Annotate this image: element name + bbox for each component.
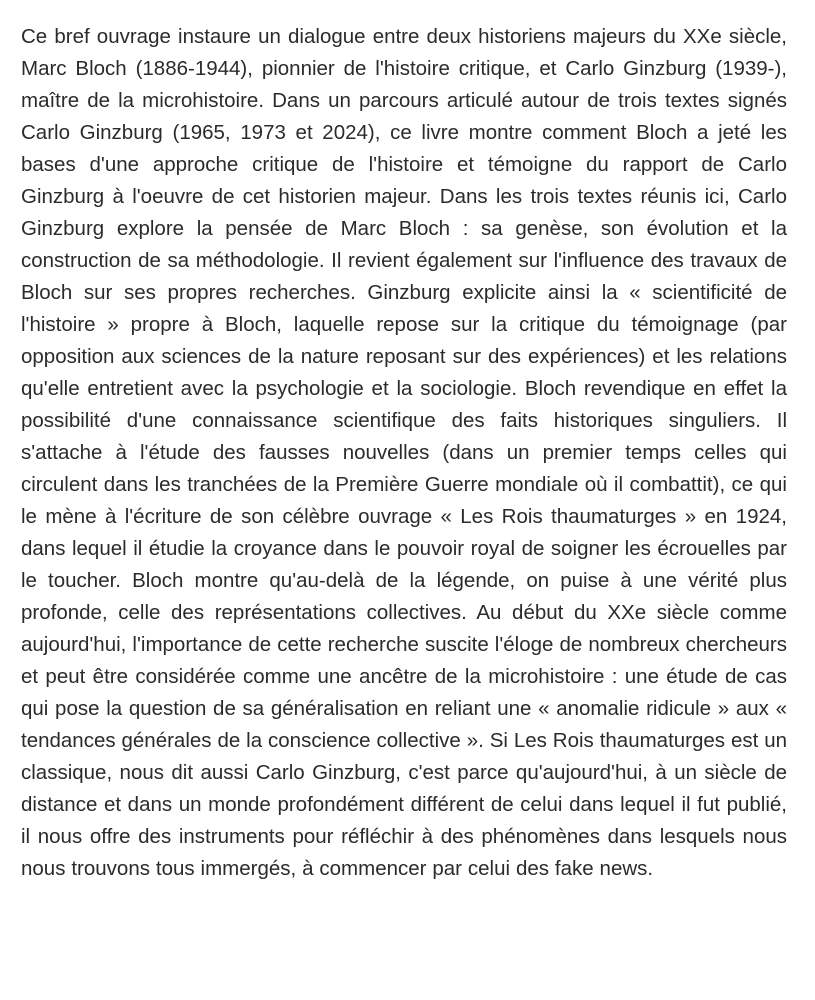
book-description-paragraph: Ce bref ouvrage instaure un dialogue entre deux historiens majeurs du XXe siècle, Marc Bloch (1886-1944), pionnier de l'histoire critique, et Carlo Ginzburg (1939-), maître de la microhistoire. Dans un parcours articulé autour de trois textes signés Carlo Ginzburg (1965, 1973 et 2024), ce livre montre comment Bloch a jeté les bases d'une approche critique de l'histoire et témoigne du rapport de Carlo Ginzburg à l'oeuvre de cet historien majeur. Dans les trois textes réunis ici, Carlo Ginzburg explore la pensée de Marc Bloch : sa genèse, son évolution et la construction de sa méthodologie. Il revient également sur l'influence des travaux de Bloch sur ses propres recherches. Ginzburg explicite ainsi la « scientificité de l'histoire » propre à Bloch, laquelle repose sur la critique du témoignage (par opposition aux sciences de la nature reposant sur des expériences) et les relations qu'elle entretient avec la psychologie et la sociologie. Bloch revendique en effet la possibilité d'une connaissance scientifique des faits historiques singuliers. Il s'attache à l'étude des fausses nouvelles (dans un premier temps celles qui circulent dans les tranchées de la Première Guerre mondiale où il combattit), ce qui le mène à l'écriture de son célèbre ouvrage « Les Rois thaumaturges » en 1924, dans lequel il étudie la croyance dans le pouvoir royal de soigner les écrouelles par le toucher. Bloch montre qu'au-delà de la légende, on puise à une vérité plus profonde, celle des représentations collectives. Au début du XXe siècle comme aujourd'hui, l'importance de cette recherche suscite l'éloge de nombreux chercheurs et peut être considérée comme une ancêtre de la microhistoire : une étude de cas qui pose la question de sa généralisation en reliant une « anomalie ridicule » aux « tendances générales de la conscience collective ». Si Les Rois thaumaturges est un classique, nous dit aussi Carlo Ginzburg, c'est parce qu'aujourd'hui, à un siècle de distance et dans un monde profondément différent de celui dans lequel il fut publié, il nous offre des instruments pour réfléchir à des phénomènes dans lesquels nous nous trouvons tous immergés, à commencer par celui des fake news. [21, 25, 787, 880]
